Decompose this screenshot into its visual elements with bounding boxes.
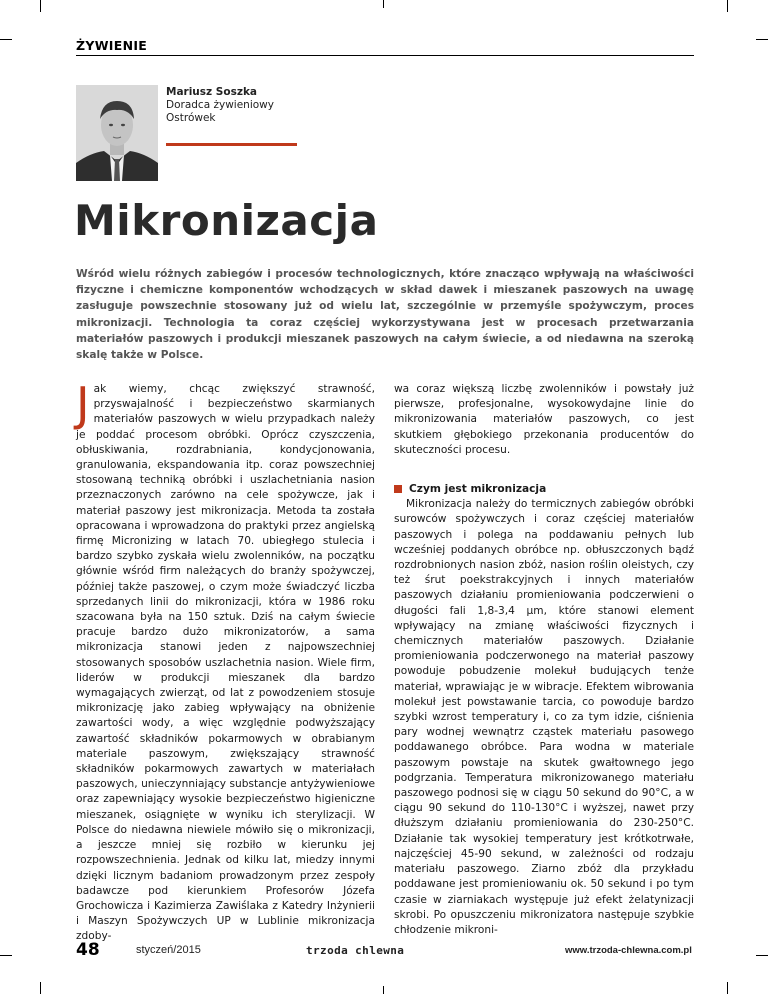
article-title: Mikronizacja [74, 196, 379, 245]
author-name: Mariusz Soszka [166, 86, 258, 98]
author-accent-rule [166, 143, 297, 146]
crop-mark [0, 955, 12, 956]
square-bullet-icon [394, 485, 402, 493]
body-intro-right: wa coraz większą liczbę zwolenników i powstały już pierwsze, profesjonalne, wysokowydajne linie do mikronizowania materiałów paszowych, co jest skutkiem głębokiego przekonania producentów do skuteczności procesu. [394, 383, 694, 456]
body-column-right [394, 382, 694, 938]
body-paragraph [76, 377, 375, 945]
article-lead: Wśród wielu różnych zabiegów i procesów technologicznych, które znacząco wpływają na właściwości fizyczne i chemiczne komponentów wchodzących w skład dawek i mieszanek paszowych na uwagę zasługuje powszechnie stosowany już od wielu lat, szczególnie w przemyśle spożywczym, proces mikronizacji. Technologia ta coraz częściej wykorzystywana jest w procesach przetwarzania materiałów paszowych i produkcji mieszanek paszowych na całym świecie, a od niedawna na szeroką skalę także w Polsce. [76, 268, 694, 362]
subheading-text: Czym jest mikronizacja [409, 483, 547, 496]
section-label: ŻYWIENIE [76, 38, 148, 53]
crop-mark [383, 0, 384, 8]
body-column-left [76, 377, 375, 945]
body-text-right: Mikronizacja należy do termicznych zabiegów obróbki surowców spożywczych i coraz częściej materiałów paszowych i polega na poddawaniu pełnych lub wcześniej poddanych obróbce np. obłuszczonych bądź rozdrobnionych nasion zbóż, nasion roślin oleistych, czy też śrut poekstrakcyjnych i innych materiałów paszowych działaniu promieniowania podczerwieni o długości fali 1,8-3,4 µm, które stanowi element wpływający na zmianę właściwości fizycznych i chemicznych materiałów paszowych. Działanie promieniowania podczerwonego na materiał paszowy powoduje pobudzenie molekuł budujących tenże materiał, wprawiając je w wibracje. Efektem wibrowania molekuł jest powstawanie tarcia, co powoduje bardzo szybki wzrost temperatury i, co za tym idzie, ciśnienia pary wodnej wewnątrz cząstek materiału pasowego poddawanego obróbce. Para wodna w materiale paszowym powstaje na skutek gwałtownego jego podgrzania. Temperatura mikronizowanego materiału paszowego podnosi się w ciągu 50 sekund do 90°C, a w ciągu 90 sekund do 110-130°C i wyższej, nawet przy dłuższym działaniu promieniowania do 230-250°C. Działanie tak wysokiej temperatury jest krótkotrwałe, najczęściej 45-90 sekund, w zależności od rodzaju materiału paszowego. Ziarno zbóż dla przykładu poddawane jest promieniowaniu ok. 50 sekund i po tym czasie w ziarniakach występuje już efekt żelatynizacji skrobi. Po opuszczeniu mikronizatora następuje szybkie chłodzenie mikroni- [394, 498, 694, 936]
section-divider [76, 55, 694, 56]
section-subheading [394, 482, 694, 497]
body-text-left: ak wiemy, chcąc zwiększyć strawność, przyswajalność i bezpieczeństwo skarmianych materiałów paszowych w wielu przypadkach należy je poddać procesom obróbki. Oprócz czyszczenia, obłuskiwania, rozdrabniania, kondycjonowania, granulowania, ekspandowania itp. coraz powszechniej stosowaną techniką obróbki i uszlachetniania nasion przeznaczonych zarówno na cele spożywcze, jak i materiał paszowy jest mikronizacja. Metoda ta została opracowana i wprowadzona do praktyki przez angielską firmę Micronizing w latach 70. ubiegłego stulecia i bardzo szybko zyskała wielu zwolenników, na początku głównie wśród firm należących do branży spożywczej, później także paszowej, o czym może świadczyć liczba sprzedanych linii do mikronizacji, która w 1986 roku szacowana była na 150 sztuk. Dziś na całym świecie pracuje bardzo dużo mikronizatorów, a sama mikronizacja stanowi jeden z najpowszechniej stosowanych sposobów uszlachetnia nasion. Wiele firm, liderów w produkcji mieszanek dla bardzo wymagających zwierząt, od lat z powodzeniem stosuje mikronizację jako zabieg wpływający na obniżenie zawartości wody, a więc względnie podwyższający zawartość składników pokarmowych w obrabianym materiale paszowym, zwiększający strawność składników pokarmowych zawartych w materiałach paszowych, unieczynniający substancje antyżywieniowe oraz zapewniający wysokie bezpieczeństwo higieniczne mieszanek, osiągnięte w wyniku ich sterylizacji. W Polsce do niedawna niewiele mówiło się o mikronizacji, a jeszcze mniej się rozbiło w kierunku jej rozpowszechnienia. Jednak od kilku lat, miedzy innymi dzięki licznym badaniom prowadzonym przez zespoły badawcze pod kierunkiem Profesorów Józefa Grochowicza i Kazimierza Zawiślaka z Katedry Inżynierii i Maszyn Spożywczych UP w Lublinie mikronizacja zdoby- [76, 383, 375, 943]
magazine-logo: trzoda chlewna [306, 944, 405, 957]
author-place: Ostrówek [166, 112, 216, 124]
crop-mark [756, 955, 768, 956]
crop-mark [756, 39, 768, 40]
author-portrait-icon [76, 85, 158, 181]
crop-mark [383, 986, 384, 994]
crop-mark [727, 982, 728, 994]
crop-mark [0, 39, 12, 40]
author-photo [76, 85, 158, 181]
paragraph-gap [394, 458, 694, 482]
crop-mark [40, 982, 41, 994]
crop-mark [40, 0, 41, 12]
author-role: Doradca żywieniowy [166, 99, 274, 111]
drop-cap: J [76, 377, 90, 431]
page-number: 48 [76, 940, 100, 960]
crop-mark [727, 0, 728, 12]
author-info [166, 86, 274, 125]
magazine-url: www.trzoda-chlewna.com.pl [565, 945, 692, 956]
issue-date: styczeń/2015 [136, 944, 201, 956]
